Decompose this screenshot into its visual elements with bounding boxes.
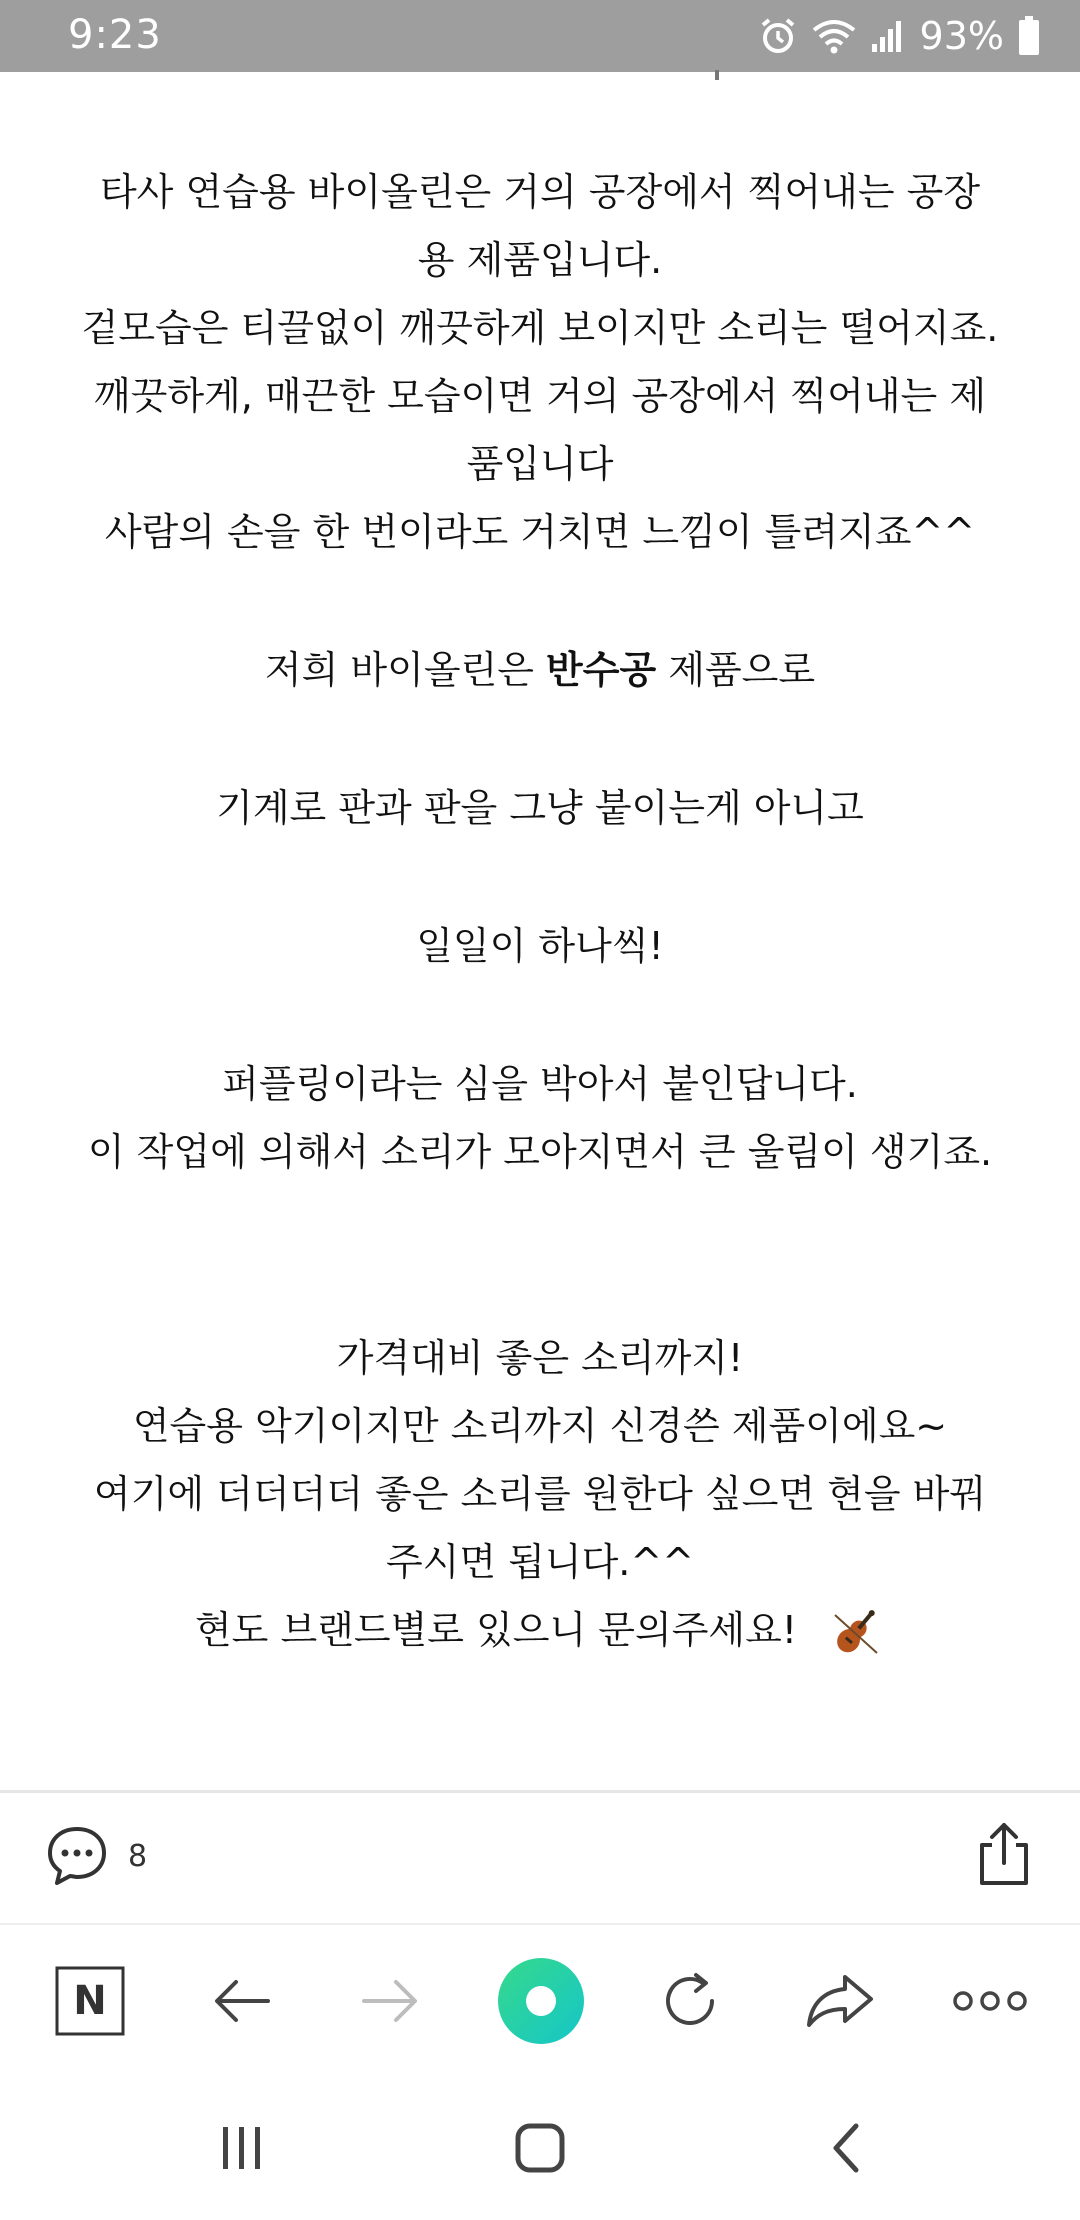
text-line: 기계로 판과 판을 그냥 붙이는게 아니고: [216, 786, 864, 830]
wifi-icon: [812, 18, 856, 54]
text-line: 연습용 악기이지만 소리까지 신경쓴 제품이에요~: [132, 1404, 948, 1448]
recent-apps-button[interactable]: [202, 2113, 282, 2183]
paragraph-machine: [40, 774, 1040, 842]
more-dots-icon: [952, 1989, 1028, 2013]
text-line: 이 작업에 의해서 소리가 모아지면서 큰 울림이 생기죠.: [87, 1130, 993, 1174]
browser-toolbar: [0, 1923, 1080, 2075]
text-fragment: 저희 바이올린은: [264, 648, 547, 692]
text-line: 일일이 하나씩!: [416, 924, 664, 968]
battery-icon: [1018, 16, 1040, 56]
scroll-artifact: [40, 72, 1040, 102]
green-dot-icon: [497, 1957, 585, 2045]
paragraph-factory: [40, 158, 1040, 566]
text-line: 주시면 됩니다.^^: [385, 1540, 695, 1584]
text-line: 깨끗하게, 매끈한 모습이면 거의 공장에서 찍어내는 제: [93, 374, 987, 418]
text-line: 여기에 더더더더 좋은 소리를 원한다 싶으면 현을 바꿔: [93, 1472, 987, 1516]
comment-bubble-icon: [44, 1823, 110, 1889]
text-line: 품입니다: [466, 442, 614, 486]
arrow-left-icon: [212, 1976, 272, 2026]
signal-icon: [870, 18, 906, 54]
text-line: 타사 연습용 바이올린은 거의 공장에서 찍어내는 공장: [99, 170, 981, 214]
refresh-button[interactable]: [650, 1961, 730, 2041]
comment-button[interactable]: [44, 1823, 147, 1889]
battery-percent: 93%: [919, 14, 1004, 58]
comment-bar: [0, 1793, 1080, 1923]
comment-count: 8: [128, 1838, 148, 1874]
share-page-button[interactable]: [800, 1961, 880, 2041]
text-line: 퍼플링이라는 심을 박아서 붙인답니다.: [222, 1062, 858, 1106]
text-fragment: 현도 브랜드별로 있으니 문의주세요!: [194, 1608, 798, 1652]
status-time: 9:23: [68, 12, 162, 58]
share-button[interactable]: [972, 1819, 1036, 1893]
status-icons: [758, 10, 1040, 62]
text-fragment: 제품으로: [656, 648, 816, 692]
paragraph-handmade: [40, 636, 1040, 704]
bold-keyword: 반수공: [546, 648, 657, 692]
home-square-icon: [514, 2122, 566, 2174]
green-dot-button[interactable]: [497, 1957, 585, 2045]
text-line: 사람의 손을 한 번이라도 거치면 느낌이 틀려지죠^^: [104, 510, 976, 554]
naver-logo-letter: N: [73, 1978, 107, 2024]
article-content: [40, 72, 1040, 1792]
back-button[interactable]: [202, 1961, 282, 2041]
home-button[interactable]: [500, 2113, 580, 2183]
text-line: [40, 636, 1040, 704]
text-line: 겉모습은 티끌없이 깨끗하게 보이지만 소리는 떨어지죠.: [81, 306, 999, 350]
arrow-right-icon: [360, 1976, 420, 2026]
forward-share-icon: [805, 1973, 875, 2029]
forward-button[interactable]: [350, 1961, 430, 2041]
refresh-icon: [658, 1969, 722, 2033]
paragraph-purfling: [40, 1050, 1040, 1186]
status-bar: [0, 0, 1080, 72]
paragraph-value: [40, 1324, 1040, 1664]
chevron-left-icon: [826, 2122, 866, 2174]
naver-home-button[interactable]: [50, 1961, 130, 2041]
system-navigation-bar: [0, 2073, 1080, 2220]
paragraph-one-by-one: [40, 912, 1040, 980]
text-line: [40, 1596, 1040, 1664]
text-line: 용 제품입니다.: [417, 238, 663, 282]
text-line: 가격대비 좋은 소리까지!: [336, 1336, 744, 1380]
alarm-icon: [758, 16, 798, 56]
share-icon: [972, 1819, 1036, 1889]
more-button[interactable]: [950, 1961, 1030, 2041]
system-back-button[interactable]: [806, 2113, 886, 2183]
recent-apps-icon: [217, 2123, 267, 2173]
violin-icon: [825, 1603, 885, 1663]
